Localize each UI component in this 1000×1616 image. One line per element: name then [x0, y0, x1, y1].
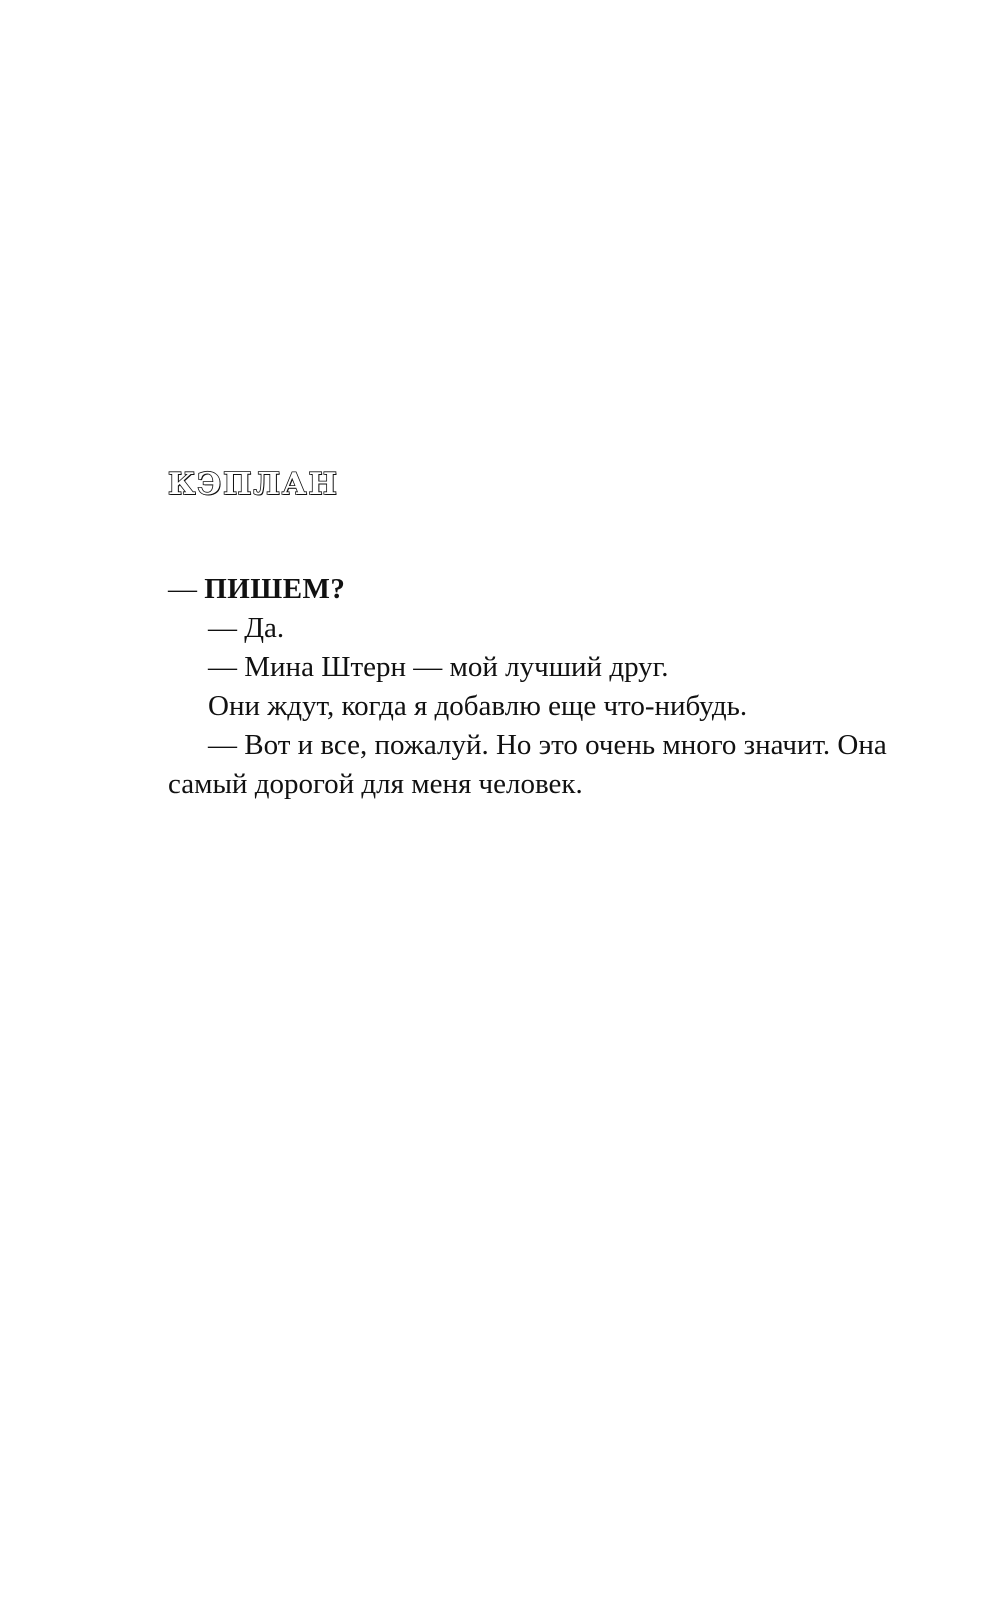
paragraph-5: — Вот и все, пожалуй. Но это очень много значит. Она самый дорогой для меня человек.: [168, 729, 887, 800]
paragraph-3: — Мина Штерн — мой лучший друг.: [208, 651, 669, 683]
paragraph-1-dash: —: [168, 573, 205, 605]
paragraph-4: Они ждут, когда я добавлю еще что-нибудь.: [208, 690, 748, 722]
paragraph-1-lead: ПИШЕМ?: [204, 573, 346, 605]
paragraph-2: — Да.: [208, 612, 285, 644]
body-text: [168, 570, 908, 804]
paragraph-1: [168, 570, 908, 609]
chapter-heading: КЭПЛАН: [168, 467, 339, 502]
